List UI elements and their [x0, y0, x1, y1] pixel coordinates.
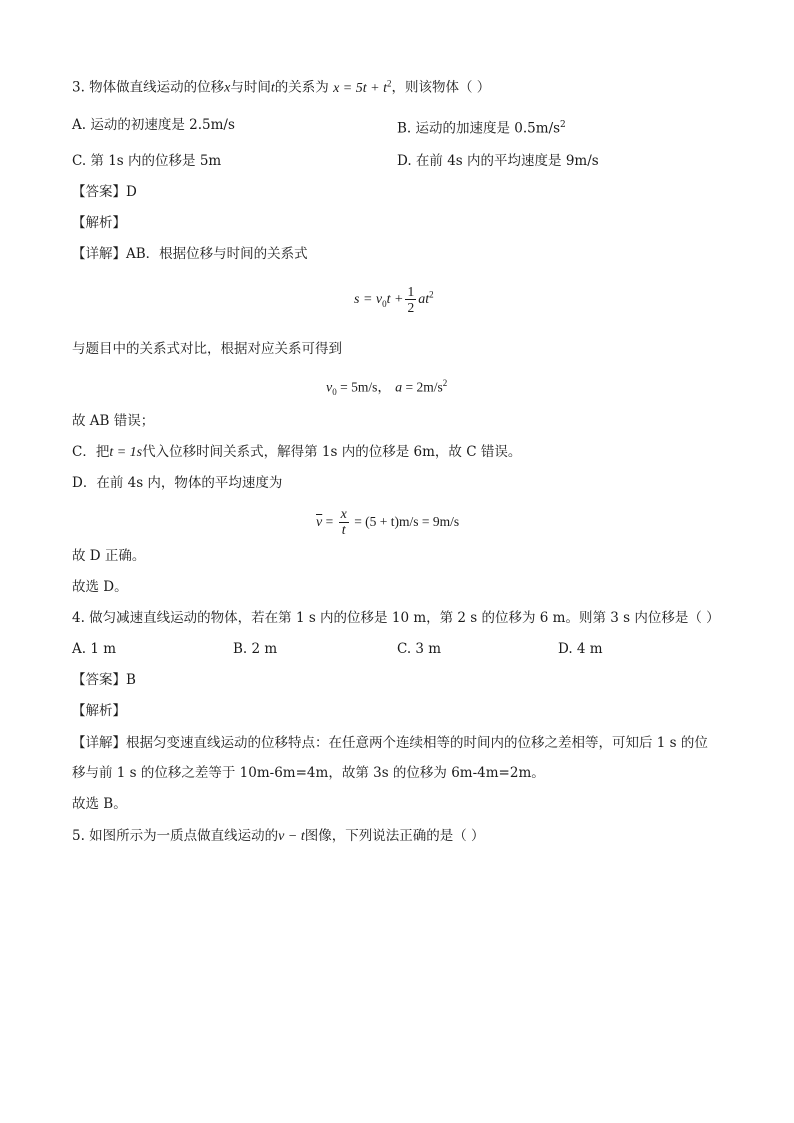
- q3-var-t: t: [270, 80, 275, 96]
- q4-option-c: C. 3 m: [397, 641, 442, 657]
- q3-var-x: x: [224, 80, 231, 96]
- q4-option-a: A. 1 m: [72, 641, 117, 657]
- q4-detail-3: 故选 B。: [72, 796, 127, 812]
- q3-equation-2: $v_0 = 5m/s$， $a = 2m/s^2$: [326, 378, 448, 398]
- q3-formula: $x = 5t + t^2$: [333, 78, 392, 96]
- q3-detail-3: 故 AB 错误；: [72, 413, 155, 429]
- q3-option-c: C. 第 1s 内的位移是 5m: [72, 153, 222, 169]
- q3-equation-3: $\overline{v}$ = $\frac{x}{t}$ = (5 + t)m/s = 9m/s: [316, 507, 460, 538]
- q3-detail-4: C．把t = 1s代入位移时间关系式，解得第 1s 内的位移是 6m，故 C 错误。: [72, 444, 522, 460]
- q4-option-d: D. 4 m: [558, 641, 603, 657]
- q3-detail-5: D．在前 4s 内，物体的平均速度为: [72, 475, 283, 491]
- q3-detail-6: 故 D 正确。: [72, 548, 146, 564]
- q3-option-a: A. 运动的初速度是 2.5m/s: [72, 117, 235, 133]
- q3-stem-mid2: 的关系为: [274, 79, 329, 96]
- q3-answer: 【答案】D: [72, 184, 137, 200]
- q3-option-d: D. 在前 4s 内的平均速度是 9m/s: [397, 153, 599, 169]
- q3-option-b: B. 运动的加速度是 $0.5m/s^2$: [397, 120, 566, 137]
- q4-answer: 【答案】B: [72, 672, 136, 688]
- q3-detail-1: 【详解】AB．根据位移与时间的关系式: [72, 246, 308, 262]
- q3-detail-7: 故选 D。: [72, 579, 128, 595]
- q3-stem-mid: 与时间: [230, 79, 271, 96]
- q4-stem: 4. 做匀减速直线运动的物体，若在第 1 s 内的位移是 10 m，第 2 s 的位移为 6 m。则第 3 s 内位移是（ ）: [72, 610, 720, 626]
- q3-analysis-heading: 【解析】: [72, 215, 126, 231]
- q3-stem-post: ，则该物体（ ）: [391, 79, 491, 96]
- q3-eq3-fraction: $\frac{x}{t}$: [340, 507, 347, 538]
- q3-stem-text: 3. 物体做直线运动的位移: [72, 79, 225, 96]
- q4-option-b: B. 2 m: [233, 641, 278, 657]
- q4-detail-1: 【详解】根据匀变速直线运动的位移特点：在任意两个连续相等的时间内的位移之差相等，可知后 1 s 的位: [72, 735, 708, 751]
- q3-equation-1: $s = v_0t$ + $\frac{1}{2}$ $at^2$: [354, 284, 434, 315]
- q4-detail-2: 移与前 1 s 的位移之差等于 10m-6m=4m，故第 3s 的位移为 6m-4m=2m。: [72, 765, 545, 781]
- q3-detail-2: 与题目中的关系式对比，根据对应关系可得到: [72, 341, 342, 357]
- q5-stem: 5. 如图所示为一质点做直线运动的v − t图像，下列说法正确的是（ ）: [72, 828, 485, 844]
- q3-stem: [72, 74, 490, 98]
- q4-analysis-heading: 【解析】: [72, 703, 126, 719]
- q3-eq1-fraction: $\frac{1}{2}$: [407, 284, 415, 315]
